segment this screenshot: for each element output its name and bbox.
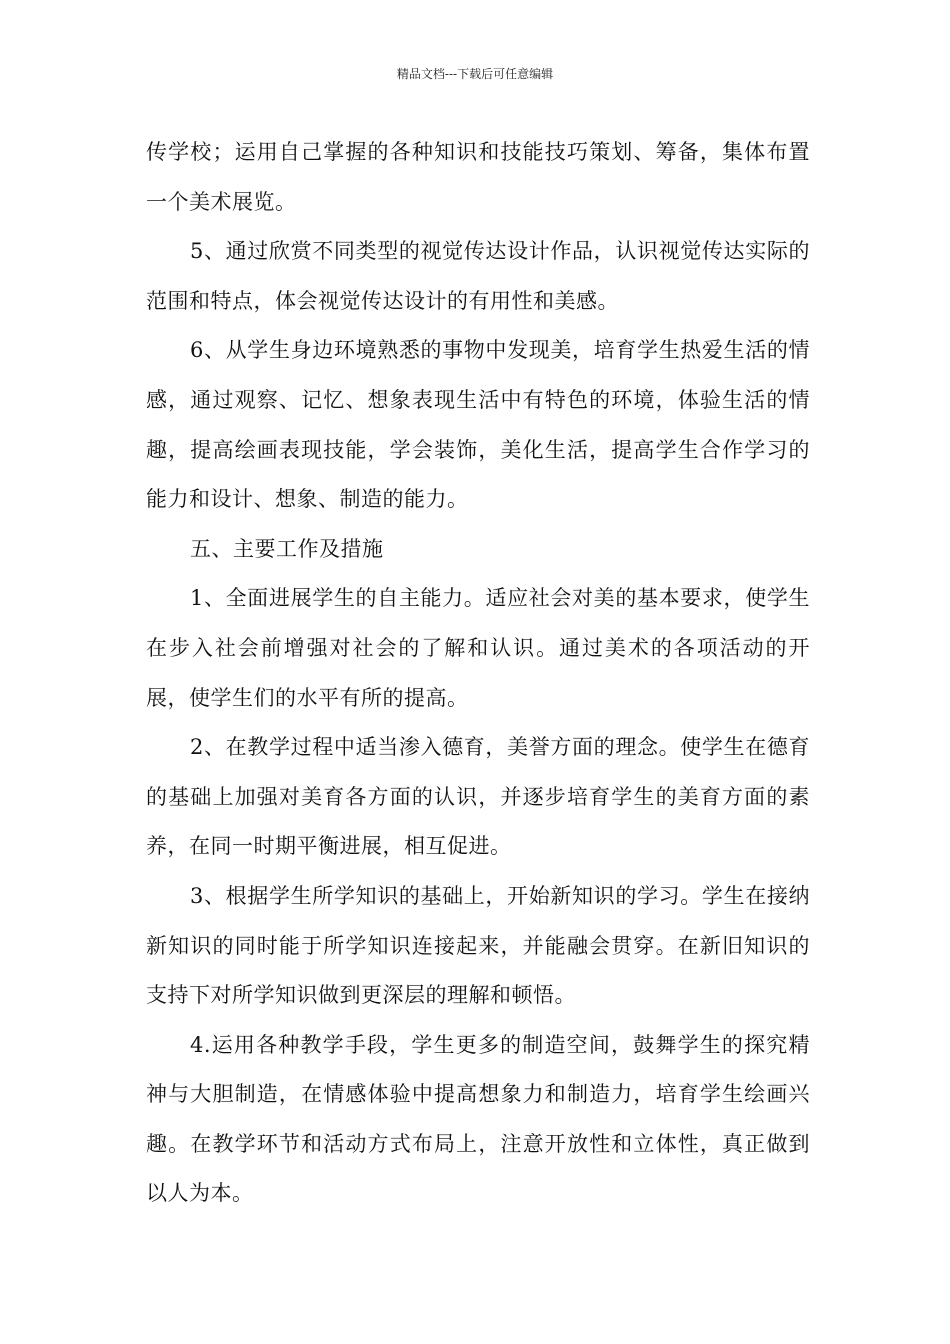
section-heading-measures: 五、主要工作及措施 bbox=[190, 536, 384, 561]
paragraph-measure-2: 2、在教学过程中适当渗入德育，美誉方面的理念。使学生在德育的基础上加强对美育各方面的认识，并逐步培育学生的美育方面的素养，在同一时期平衡进展，相互促进。 bbox=[146, 735, 810, 859]
paragraph-measure-1: 1、全面进展学生的自主能力。适应社会对美的基本要求，使学生在步入社会前增强对社会的了解和认识。通过美术的各项活动的开展，使学生们的水平有所的提高。 bbox=[146, 586, 810, 710]
paragraph-measure-4: 4.运用各种教学手段，学生更多的制造空间，鼓舞学生的探究精神与大胆制造，在情感体验中提高想象力和制造力，培育学生绘画兴趣。在教学环节和活动方式布局上，注意开放性和立体性，真正做到以人为本。 bbox=[146, 1032, 810, 1206]
paragraph-measure-3: 3、根据学生所学知识的基础上，开始新知识的学习。学生在接纳新知识的同时能于所学知识连接起来，并能融会贯穿。在新旧知识的支持下对所学知识做到更深层的理解和顿悟。 bbox=[146, 883, 810, 1008]
paragraph-item-6: 6、从学生身边环境熟悉的事物中发现美，培育学生热爱生活的情感，通过观察、记忆、想象表现生活中有特色的环境，体验生活的情趣，提高绘画表现技能，学会装饰，美化生活，提高学生合作学习的能力和设计、想象、制造的能力。 bbox=[146, 338, 810, 512]
document-body bbox=[146, 128, 810, 1219]
page-header: 精品文档---下载后可任意编辑 bbox=[396, 67, 554, 81]
paragraph-item-5: 5、通过欣赏不同类型的视觉传达设计作品，认识视觉传达实际的范围和特点，体会视觉传达设计的有用性和美感。 bbox=[146, 239, 810, 313]
paragraph-continuation: 传学校；运用自己掌握的各种知识和技能技巧策划、筹备，集体布置一个美术展览。 bbox=[146, 140, 810, 214]
